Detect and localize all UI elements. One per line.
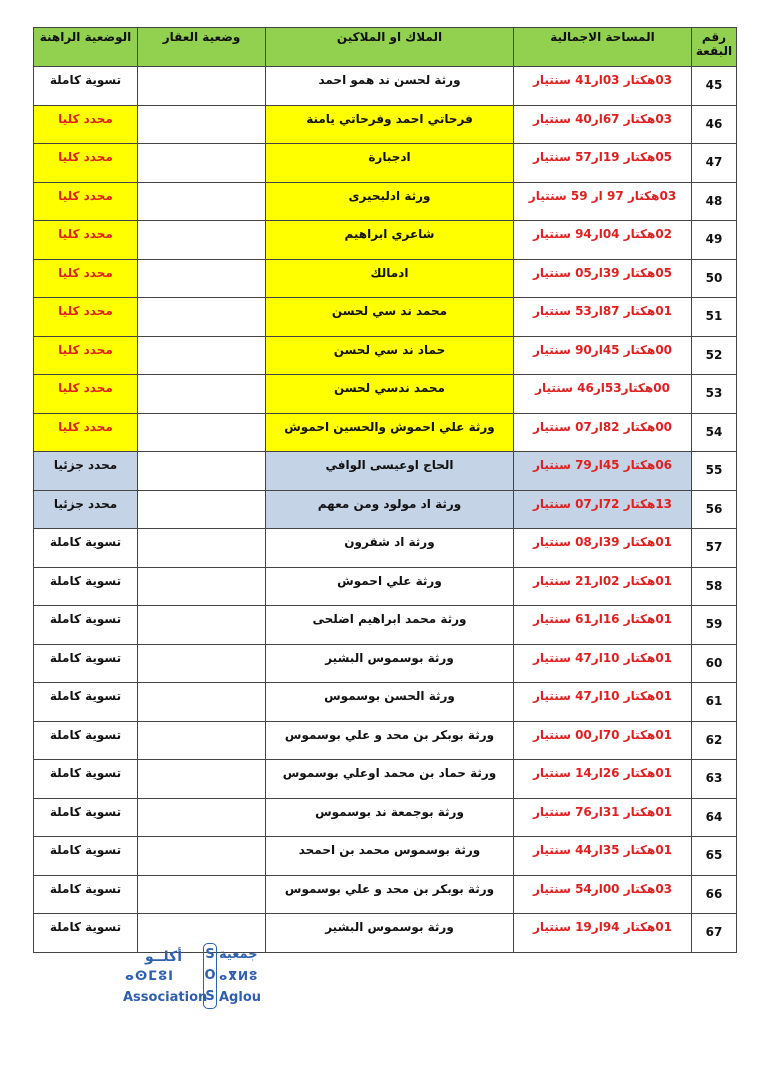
- property-status-cell: [138, 413, 266, 452]
- area-cell: 06هكتار 45ار79 سنتيار: [514, 452, 692, 491]
- area-cell: 01هكتار 94ار19 سنتيار: [514, 914, 692, 953]
- plot-number: 65: [705, 848, 723, 862]
- plot-number: 58: [705, 578, 723, 593]
- area-cell: 05هكتار 39ار05 سنتيار: [514, 259, 692, 298]
- plot-number: 57: [705, 540, 723, 554]
- plot-number: 45: [705, 78, 723, 92]
- plot-number-cell: [692, 914, 737, 953]
- header-total-area: المساحة الاجمالية: [514, 28, 692, 67]
- area-cell: 01هكتار 10ار47 سنتيار: [514, 644, 692, 683]
- owner-cell: محمد ند سي لحسن: [266, 298, 514, 337]
- table-row: [34, 67, 737, 106]
- owner-cell: ورثة بوبكر بن محد و علي بوسموس: [266, 875, 514, 914]
- logo-tifinagh-text: ⴰⵙⵎⵓⵏ: [125, 969, 174, 984]
- plot-number-cell: [692, 760, 737, 799]
- property-status-cell: [138, 721, 266, 760]
- table-header-row: [34, 28, 737, 67]
- current-status-cell: محدد كليا: [34, 375, 138, 414]
- area-cell: 01هكتار 35ار44 سنتيار: [514, 837, 692, 876]
- plot-number-cell: [692, 413, 737, 452]
- owner-cell: حماد ند سي لحسن: [266, 336, 514, 375]
- table-row: [34, 375, 737, 414]
- header-owners: الملاك او الملاكين: [266, 28, 514, 67]
- plot-number: 67: [705, 925, 723, 939]
- table-row: [34, 298, 737, 337]
- plot-number: 62: [705, 732, 723, 747]
- area-cell: 01هكتار 31ار76 سنتيار: [514, 798, 692, 837]
- property-status-cell: [138, 798, 266, 837]
- plot-number: 51: [705, 309, 723, 323]
- owner-cell: الحاج اوعيسى الوافي: [266, 452, 514, 491]
- current-status-cell: تسوية كاملة: [34, 644, 138, 683]
- plot-number: 63: [705, 771, 723, 785]
- table-row: [34, 413, 737, 452]
- area-cell: 13هكتار 72ار07 سنتيار: [514, 490, 692, 529]
- current-status-cell: محدد جزئيا: [34, 452, 138, 491]
- plot-number-cell: [692, 144, 737, 183]
- property-status-cell: [138, 875, 266, 914]
- current-status-cell: محدد كليا: [34, 182, 138, 221]
- area-cell: 05هكتار 19ار57 سنتيار: [514, 144, 692, 183]
- plot-number-cell: [692, 336, 737, 375]
- plot-number-cell: [692, 837, 737, 876]
- plot-number: 54: [705, 424, 723, 439]
- table-row: [34, 144, 737, 183]
- header-current-status: الوضعية الراهنة: [34, 28, 138, 67]
- current-status-cell: تسوية كاملة: [34, 606, 138, 645]
- plot-number-cell: [692, 259, 737, 298]
- owner-cell: ورثة بوجمعة ند بوسموس: [266, 798, 514, 837]
- area-cell: 01هكتار 16ار61 سنتيار: [514, 606, 692, 645]
- plot-number: 53: [705, 386, 723, 400]
- current-status-cell: تسوية كاملة: [34, 567, 138, 606]
- current-status-cell: تسوية كاملة: [34, 721, 138, 760]
- plot-number: 46: [705, 116, 723, 131]
- table-row: [34, 721, 737, 760]
- property-status-cell: [138, 760, 266, 799]
- current-status-cell: تسوية كاملة: [34, 837, 138, 876]
- plot-number-cell: [692, 606, 737, 645]
- table-row: [34, 875, 737, 914]
- plot-number: 52: [705, 347, 723, 362]
- logo-arabic-association: جمعية: [219, 947, 258, 962]
- plot-number: 49: [705, 232, 723, 246]
- property-status-cell: [138, 298, 266, 337]
- plot-number: 61: [705, 694, 723, 708]
- plot-number-cell: [692, 67, 737, 106]
- owner-cell: فرحاتي احمد وفرحاتي يامنة: [266, 105, 514, 144]
- logo-sos-letter: O: [204, 968, 216, 983]
- property-status-cell: [138, 683, 266, 722]
- owner-cell: شاعري ابراهيم: [266, 221, 514, 260]
- owner-cell: ورثة محمد ابراهيم اضلحى: [266, 606, 514, 645]
- header-plot-number: رقم البقعة: [692, 28, 737, 67]
- property-status-cell: [138, 144, 266, 183]
- plot-number-cell: [692, 298, 737, 337]
- property-status-cell: [138, 490, 266, 529]
- table-row: [34, 221, 737, 260]
- plot-number-cell: [692, 798, 737, 837]
- property-status-cell: [138, 67, 266, 106]
- property-status-cell: [138, 375, 266, 414]
- current-status-cell: محدد جزئيا: [34, 490, 138, 529]
- plot-number-cell: [692, 644, 737, 683]
- owner-cell: ادمالك: [266, 259, 514, 298]
- plot-number: 50: [705, 270, 723, 285]
- area-cell: 00هكتار 45ار90 سنتيار: [514, 336, 692, 375]
- property-status-cell: [138, 452, 266, 491]
- plot-number: 60: [705, 655, 723, 670]
- property-status-cell: [138, 336, 266, 375]
- plot-number: 56: [705, 501, 723, 516]
- area-cell: 00هكتار53ار46 سنتيار: [514, 375, 692, 414]
- owner-cell: ورثة اد شقرون: [266, 529, 514, 568]
- table-row: [34, 182, 737, 221]
- table-row: [34, 567, 737, 606]
- current-status-cell: تسوية كاملة: [34, 914, 138, 953]
- owner-cell: ورثة بوسموس البشير: [266, 914, 514, 953]
- owner-cell: ورثة علي احموش: [266, 567, 514, 606]
- current-status-cell: محدد كليا: [34, 105, 138, 144]
- property-status-cell: [138, 105, 266, 144]
- plot-number: 48: [705, 193, 723, 208]
- area-cell: 03هكتار 97 ار 59 سنتيار: [514, 182, 692, 221]
- table-row: [34, 683, 737, 722]
- plot-number-cell: [692, 567, 737, 606]
- current-status-cell: محدد كليا: [34, 413, 138, 452]
- area-cell: 01هكتار 26ار14 سنتيار: [514, 760, 692, 799]
- header-property-status: وضعية العقار: [138, 28, 266, 67]
- property-status-cell: [138, 644, 266, 683]
- area-cell: 03هكتار 03ار41 سنتيار: [514, 67, 692, 106]
- logo-sos-box: [203, 943, 217, 1009]
- table-row: [34, 644, 737, 683]
- current-status-cell: محدد كليا: [34, 144, 138, 183]
- current-status-cell: محدد كليا: [34, 221, 138, 260]
- table-row: [34, 490, 737, 529]
- area-cell: 01هكتار 39ار08 سنتيار: [514, 529, 692, 568]
- owner-cell: ورثة بوسموس محمد بن احمحد: [266, 837, 514, 876]
- current-status-cell: محدد كليا: [34, 336, 138, 375]
- table-row: [34, 798, 737, 837]
- property-status-cell: [138, 529, 266, 568]
- property-status-cell: [138, 606, 266, 645]
- current-status-cell: محدد كليا: [34, 298, 138, 337]
- logo-latin-association: Association: [123, 990, 208, 1005]
- plot-number-cell: [692, 721, 737, 760]
- plot-number: 47: [705, 155, 723, 169]
- owner-cell: ادجبارة: [266, 144, 514, 183]
- plot-number-cell: [692, 221, 737, 260]
- owner-cell: ورثة ادلبحيرى: [266, 182, 514, 221]
- property-status-cell: [138, 221, 266, 260]
- current-status-cell: تسوية كاملة: [34, 760, 138, 799]
- owner-cell: محمد ندسي لحسن: [266, 375, 514, 414]
- plot-number: 66: [705, 886, 723, 901]
- current-status-cell: تسوية كاملة: [34, 798, 138, 837]
- table-row: [34, 760, 737, 799]
- plot-number: 55: [705, 463, 723, 477]
- property-status-cell: [138, 837, 266, 876]
- logo-sos-letter: S: [205, 947, 215, 962]
- plot-number-cell: [692, 452, 737, 491]
- owner-cell: ورثة بوسموس البشير: [266, 644, 514, 683]
- plot-number-cell: [692, 375, 737, 414]
- current-status-cell: تسوية كاملة: [34, 875, 138, 914]
- area-cell: 01هكتار 10ار47 سنتيار: [514, 683, 692, 722]
- area-cell: 00هكتار 82ار07 سنتيار: [514, 413, 692, 452]
- plot-number-cell: [692, 105, 737, 144]
- land-plots-table: [33, 27, 737, 953]
- area-cell: 01هكتار 02ار21 سنتيار: [514, 567, 692, 606]
- table-row: [34, 529, 737, 568]
- table-row: [34, 259, 737, 298]
- logo-sos-letter: S: [205, 989, 215, 1004]
- table-row: [34, 837, 737, 876]
- logo-tifinagh-aglou: ⴰⴳⵍⵓ: [219, 969, 259, 983]
- plot-number-cell: [692, 490, 737, 529]
- current-status-cell: تسوية كاملة: [34, 683, 138, 722]
- table-row: [34, 336, 737, 375]
- property-status-cell: [138, 567, 266, 606]
- property-status-cell: [138, 259, 266, 298]
- plot-number: 64: [705, 809, 723, 824]
- current-status-cell: محدد كليا: [34, 259, 138, 298]
- owner-cell: ورثة اد مولود ومن معهم: [266, 490, 514, 529]
- property-status-cell: [138, 182, 266, 221]
- area-cell: 01هكتار 87ار53 سنتيار: [514, 298, 692, 337]
- owner-cell: ورثة حماد بن محمد اوعلي بوسموس: [266, 760, 514, 799]
- area-cell: 03هكتار 00ار54 سنتيار: [514, 875, 692, 914]
- owner-cell: ورثة لحسن ند همو احمد: [266, 67, 514, 106]
- plot-number: 59: [705, 617, 723, 631]
- area-cell: 02هكتار 04ار94 سنتيار: [514, 221, 692, 260]
- plot-number-cell: [692, 683, 737, 722]
- current-status-cell: تسوية كاملة: [34, 529, 138, 568]
- owner-cell: ورثة بوبكر بن محد و علي بوسموس: [266, 721, 514, 760]
- logo-arabic-name: أكلــو: [145, 949, 183, 965]
- area-cell: 03هكتار 67ار40 سنتيار: [514, 105, 692, 144]
- table-row: [34, 606, 737, 645]
- table-body: [34, 67, 737, 953]
- association-logo: [123, 943, 303, 1011]
- logo-latin-aglou: Aglou: [219, 990, 262, 1005]
- area-cell: 01هكتار 70ار00 سنتيار: [514, 721, 692, 760]
- table-row: [34, 452, 737, 491]
- plot-number-cell: [692, 875, 737, 914]
- plot-number-cell: [692, 182, 737, 221]
- owner-cell: ورثة الحسن بوسموس: [266, 683, 514, 722]
- owner-cell: ورثة علي احموش والحسين احموش: [266, 413, 514, 452]
- current-status-cell: تسوية كاملة: [34, 67, 138, 106]
- table-row: [34, 105, 737, 144]
- plot-number-cell: [692, 529, 737, 568]
